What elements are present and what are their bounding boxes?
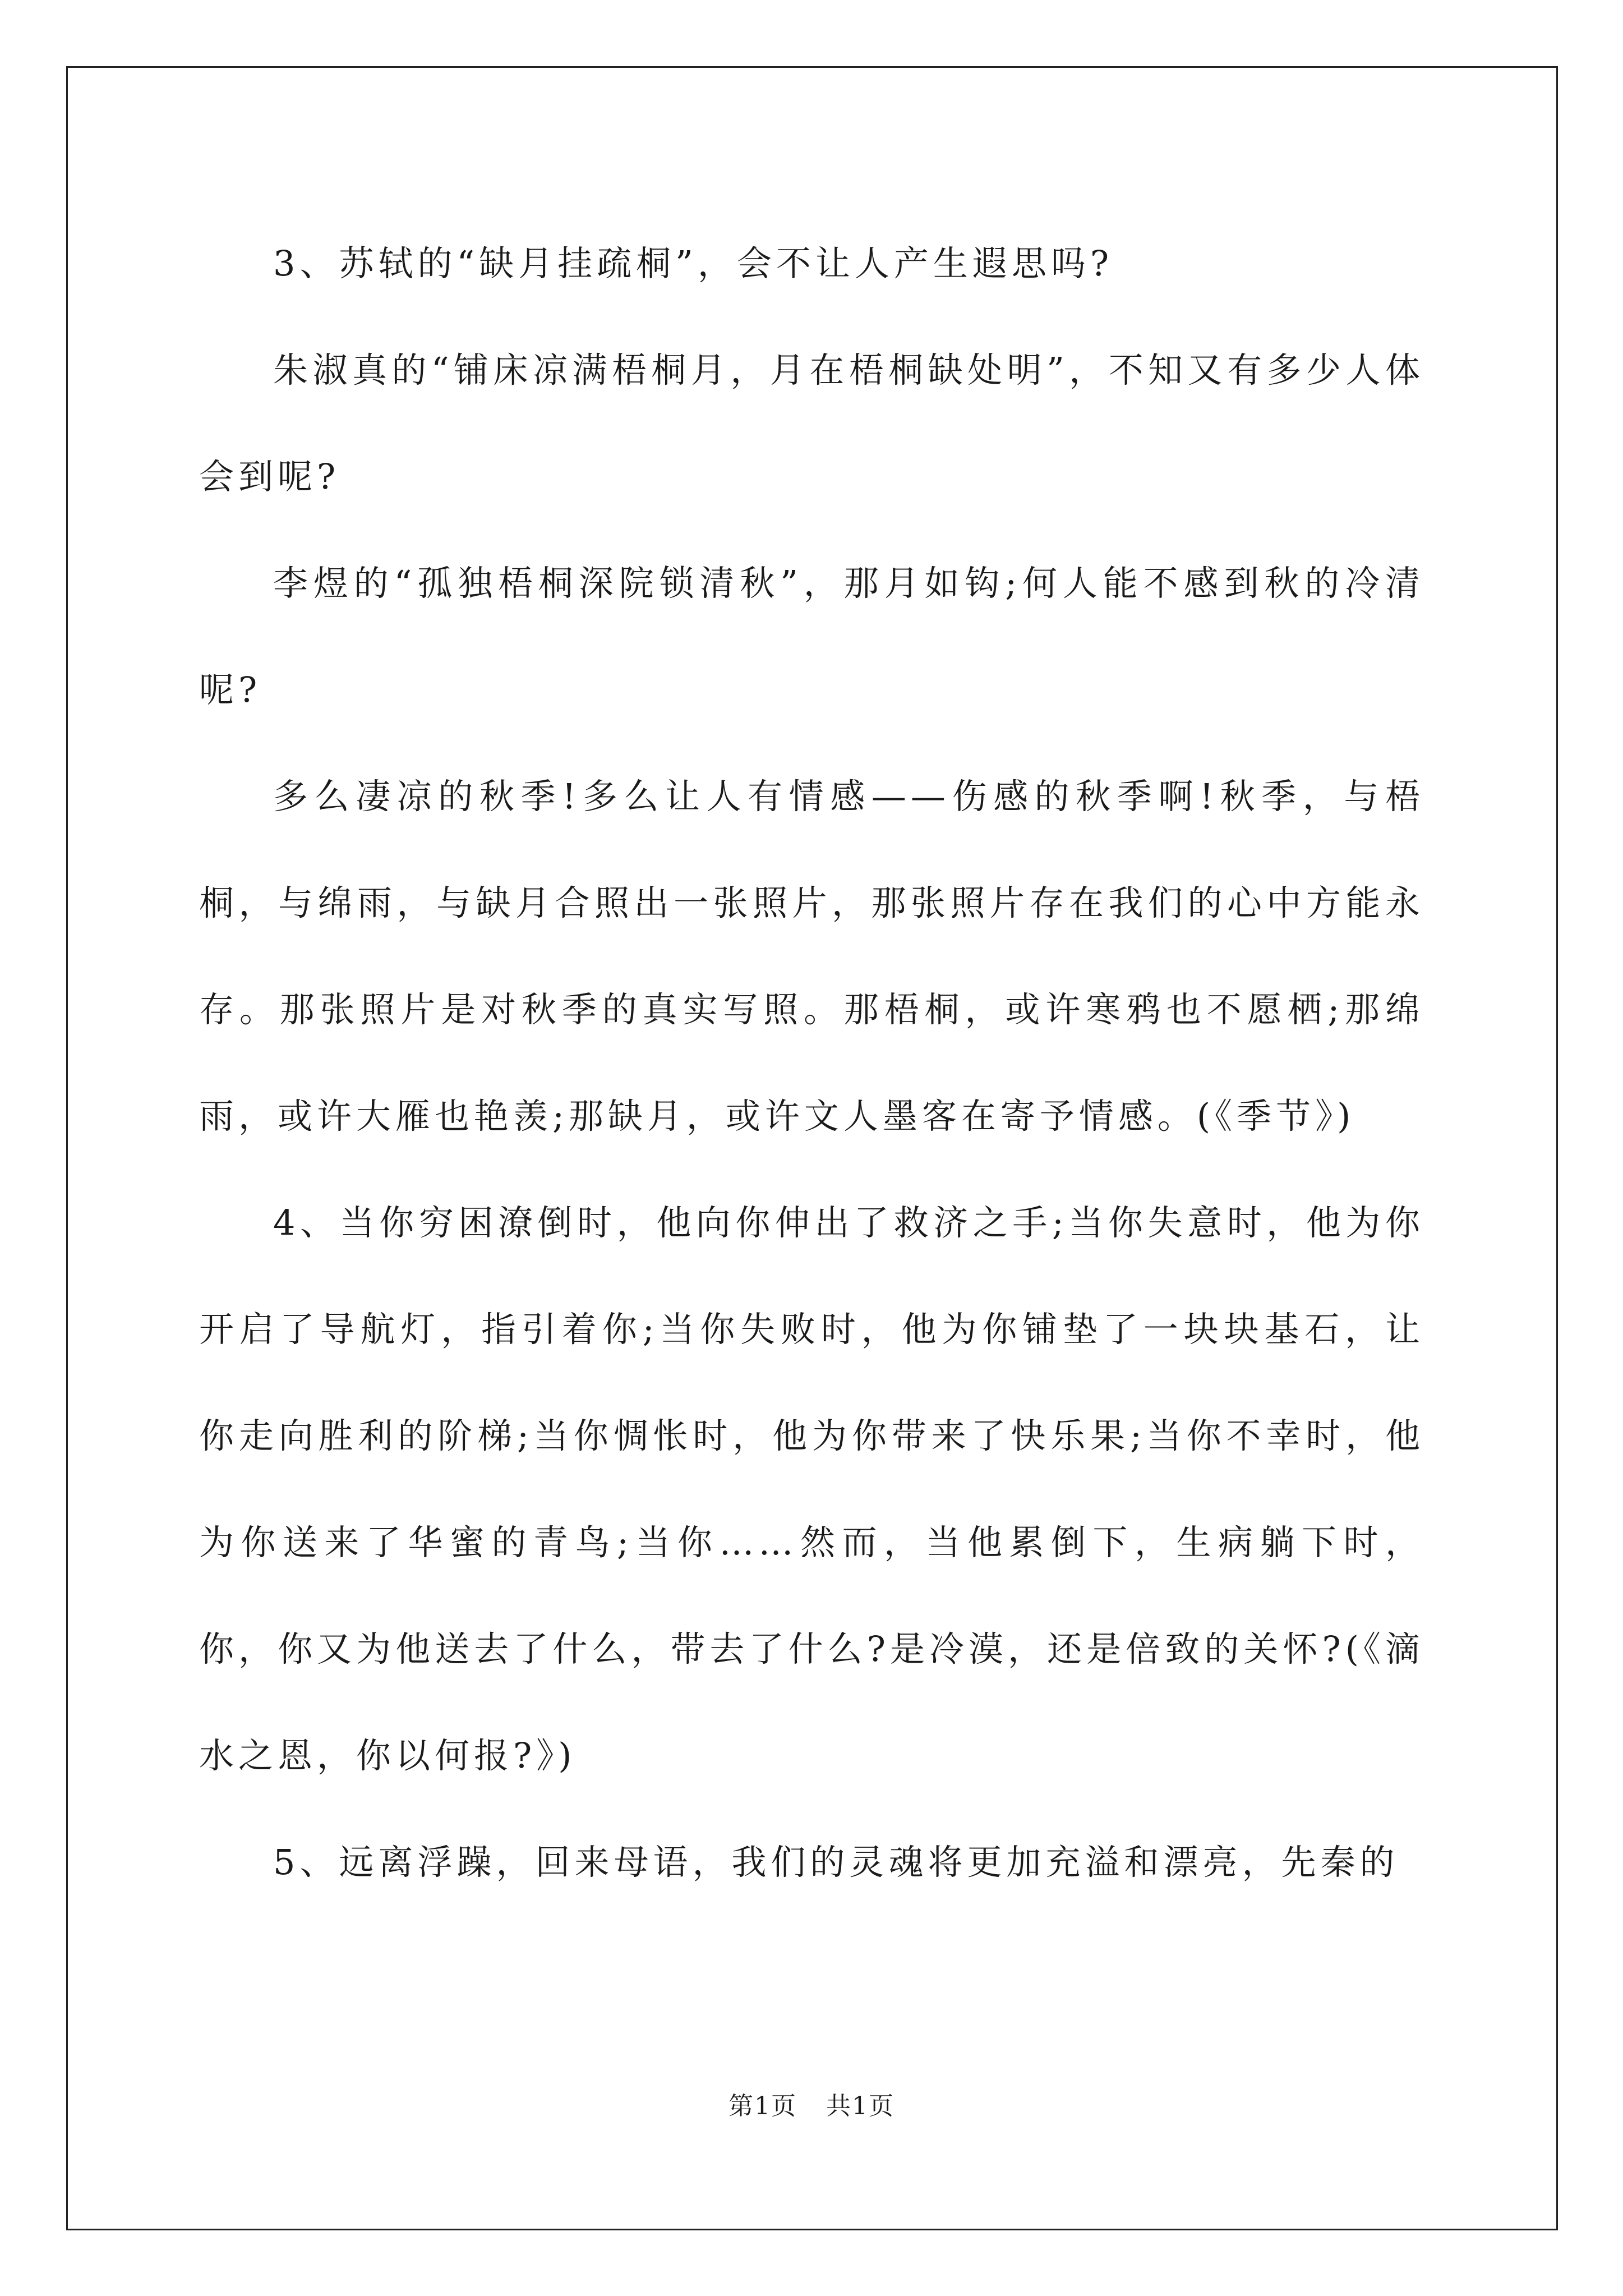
- paragraph-5: 4、当你穷困潦倒时，他向你伸出了救济之手;当你失意时，他为你开启了导航灯，指引着你;当你失败时，他为你铺垫了一块块基石，让你走向胜利的阶梯;当你惆怅时，他为你带来了快乐果;当你不幸时，他为你送来了华蜜的青鸟;当你……然而，当他累倒下，生病躺下时，你，你又为他送去了什么，带去了什么?是冷漠，还是倍致的关怀?(《滴水之恩，你以何报?》): [199, 1202, 1424, 1776]
- page-number: 第1页: [728, 2092, 797, 2120]
- page-total: 共1页: [826, 2092, 895, 2120]
- paragraph-3: 李煜的“孤独梧桐深院锁清秋”，那月如钩;何人能不感到秋的冷清呢?: [199, 563, 1424, 710]
- paragraph-1: 3、苏轼的“缺月挂疏桐”，会不让人产生遐思吗?: [273, 243, 1114, 284]
- page-footer: [0, 2086, 1623, 2122]
- document-body: [199, 210, 1424, 1916]
- paragraph-2: 朱淑真的“铺床凉满梧桐月，月在梧桐缺处明”，不知又有多少人体会到呢?: [199, 349, 1424, 497]
- paragraph-6: 5、远离浮躁，回来母语，我们的灵魂将更加充溢和漂亮，先秦的: [273, 1842, 1399, 1883]
- paragraph-4: 多么凄凉的秋季!多么让人有情感——伤感的秋季啊!秋季，与梧桐，与绵雨，与缺月合照出一张照片，那张照片存在我们的心中方能永存。那张照片是对秋季的真实写照。那梧桐，或许寒鸦也不愿栖;那绵雨，或许大雁也艳羡;那缺月，或许文人墨客在寄予情感。(《季节》): [199, 776, 1424, 1137]
